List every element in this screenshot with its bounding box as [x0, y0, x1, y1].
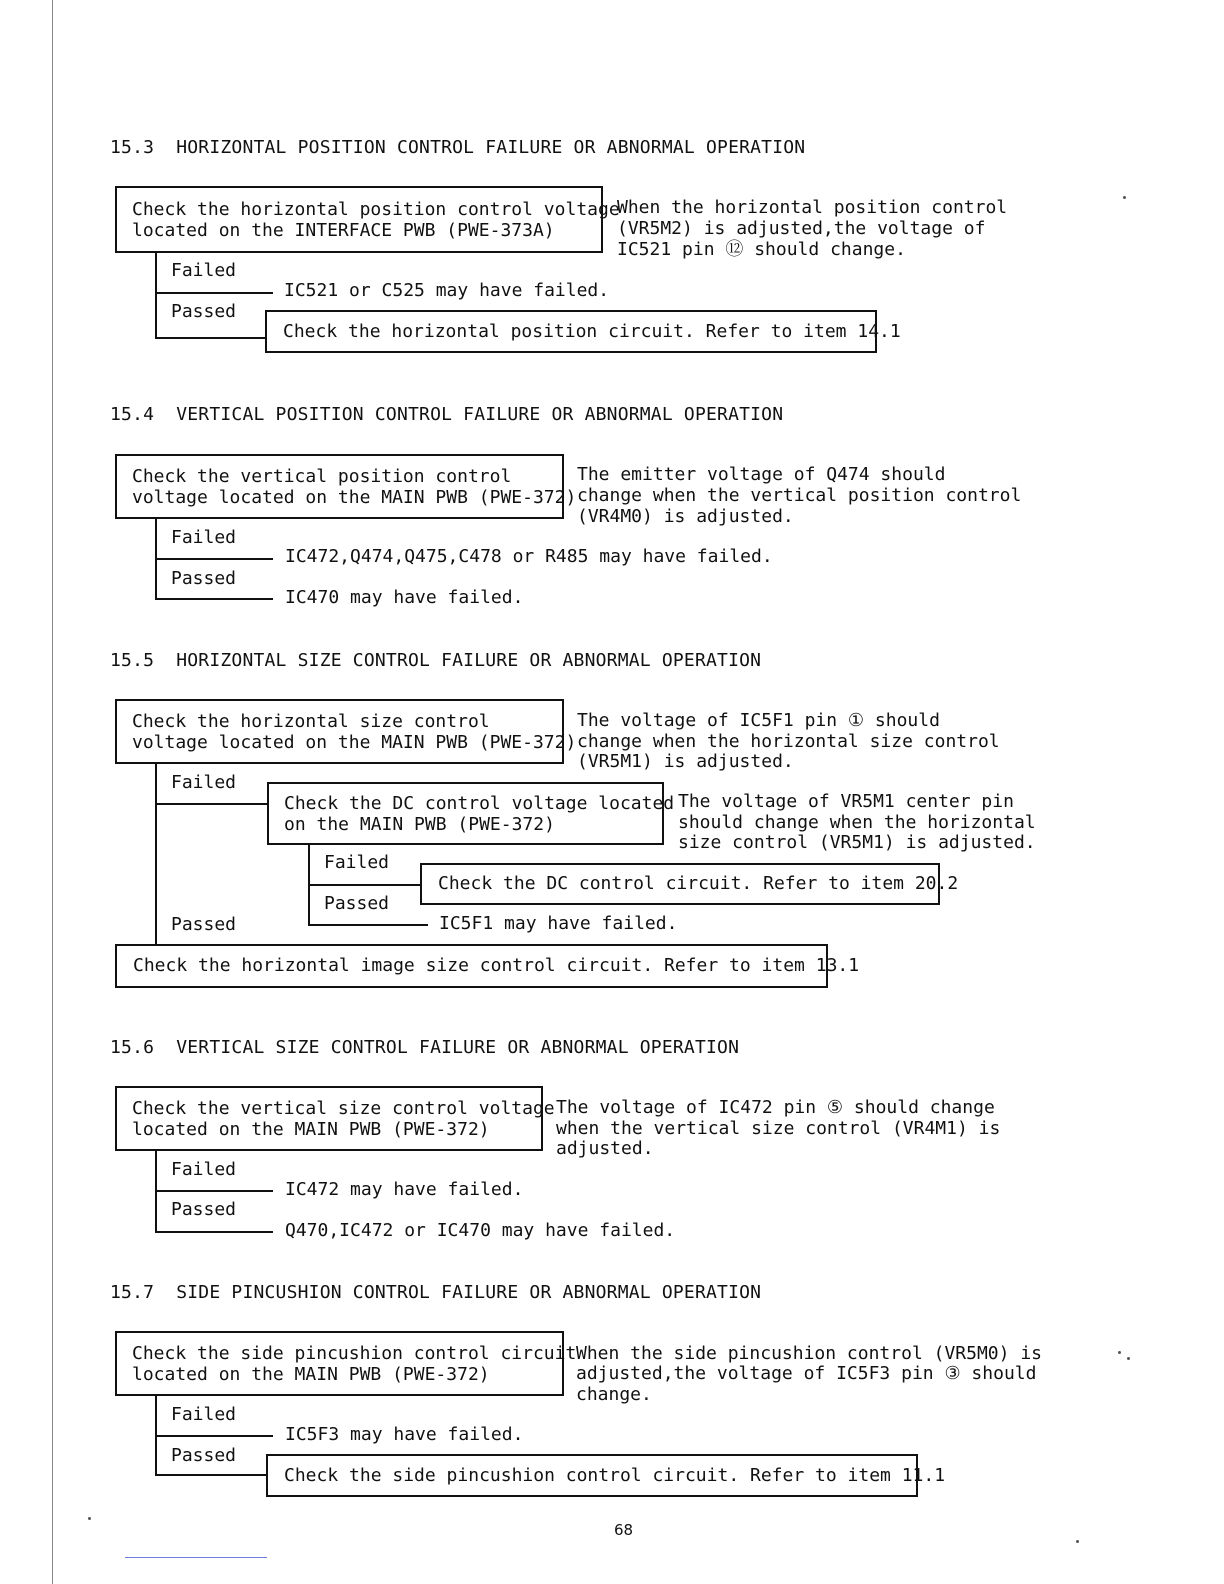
page-number: 68	[614, 1521, 634, 1539]
s154-failed-branch	[155, 558, 273, 560]
s154-passed-branch	[155, 598, 273, 600]
s154-passed-label: Passed	[171, 568, 237, 589]
s157-passed-branch	[155, 1474, 268, 1476]
s154-failed-label: Failed	[171, 527, 237, 548]
left-margin-line	[52, 0, 53, 1584]
s157-failed-result: IC5F3 may have failed.	[285, 1424, 524, 1445]
s155-passed-box-text: Check the horizontal image size control circuit. Refer to item 13.1	[133, 955, 860, 976]
scan-speck	[1118, 1351, 1121, 1354]
section-15-5-heading: 15.5 HORIZONTAL SIZE CONTROL FAILURE OR ABNORMAL OPERATION	[110, 650, 762, 671]
s156-check-line2: located on the MAIN PWB (PWE-372)	[132, 1118, 490, 1140]
s153-note-line3: IC521 pin ⑫ should change.	[617, 239, 906, 260]
s157-note-line2: adjusted,the voltage of IC5F3 pin ③ should	[576, 1363, 1037, 1384]
s157-check-line2: located on the MAIN PWB (PWE-372)	[132, 1363, 490, 1385]
s157-note-line3: change.	[576, 1384, 652, 1405]
s155-note2-line2: should change when the horizontal	[678, 812, 1036, 833]
s155-dc-circuit-text: Check the DC control circuit. Refer to item 20.2	[438, 873, 959, 894]
s155-note-line1: The voltage of IC5F1 pin ① should	[577, 710, 940, 731]
s153-trunk-line	[155, 253, 157, 339]
s157-failed-branch	[155, 1435, 273, 1437]
s154-check-box	[115, 454, 577, 519]
s156-passed-branch	[155, 1231, 273, 1233]
footer-rule	[125, 1557, 267, 1558]
s156-check-line1: Check the vertical size control voltage	[132, 1098, 555, 1119]
s155-failed-label: Failed	[171, 772, 237, 793]
s153-failed-result: IC521 or C525 may have failed.	[284, 280, 610, 301]
s154-note-line2: change when the vertical position control	[577, 485, 1022, 506]
s155-note-line3: (VR5M1) is adjusted.	[577, 751, 794, 772]
s153-failed-label: Failed	[171, 260, 237, 281]
s155-trunk-line	[155, 764, 157, 946]
s157-passed-box	[266, 1454, 946, 1497]
s153-passed-box	[265, 310, 901, 353]
s155-dc-check-line1: Check the DC control voltage located	[284, 793, 675, 814]
s153-check-line2: located on the INTERFACE PWB (PWE-373A)	[132, 219, 555, 241]
s153-failed-branch	[155, 292, 273, 294]
section-15-4-heading: 15.4 VERTICAL POSITION CONTROL FAILURE OR ABNORMAL OPERATION	[110, 404, 784, 425]
scan-speck	[1076, 1540, 1079, 1543]
section-15-7-heading: 15.7 SIDE PINCUSHION CONTROL FAILURE OR ABNORMAL OPERATION	[110, 1282, 762, 1303]
scan-speck	[1127, 1357, 1130, 1360]
section-15-6-heading: 15.6 VERTICAL SIZE CONTROL FAILURE OR ABNORMAL OPERATION	[110, 1037, 740, 1058]
scan-speck	[88, 1517, 91, 1520]
s153-passed-box-text: Check the horizontal position circuit. Refer to item 14.1	[283, 321, 901, 342]
s157-check-line1: Check the side pincushion control circuit	[132, 1343, 577, 1364]
s153-passed-label: Passed	[171, 301, 237, 322]
s155-check-line2: voltage located on the MAIN PWB (PWE-372)	[132, 731, 577, 753]
s155-inner-failed-label: Failed	[324, 852, 390, 873]
s156-check-box	[115, 1086, 555, 1151]
s155-dc-circuit-box	[420, 863, 959, 905]
s156-note-line1: The voltage of IC472 pin ⑤ should change	[556, 1097, 995, 1118]
s157-check-box	[115, 1331, 577, 1396]
s154-check-line1: Check the vertical position control	[132, 466, 512, 487]
s155-dc-check-line2: on the MAIN PWB (PWE-372)	[284, 813, 555, 835]
s156-passed-result: Q470,IC472 or IC470 may have failed.	[285, 1220, 676, 1241]
s154-passed-result: IC470 may have failed.	[285, 587, 524, 608]
s157-note-line1: When the side pincushion control (VR5M0) is	[576, 1343, 1042, 1364]
s155-passed-box	[115, 944, 860, 988]
s153-check-line1: Check the horizontal position control voltage	[132, 199, 620, 220]
s153-passed-branch	[155, 337, 267, 339]
s155-failed-branch	[155, 803, 269, 805]
scan-speck	[1123, 196, 1126, 199]
s155-note2-line1: The voltage of VR5M1 center pin	[678, 791, 1014, 812]
s153-note-line1: When the horizontal position control	[617, 197, 1008, 218]
s154-note-line1: The emitter voltage of Q474 should	[577, 464, 946, 485]
s156-failed-label: Failed	[171, 1159, 237, 1180]
s155-inner-passed-result: IC5F1 may have failed.	[439, 913, 678, 934]
s153-check-box	[115, 186, 620, 253]
s155-note2-line3: size control (VR5M1) is adjusted.	[678, 832, 1036, 853]
s156-note-line3: adjusted.	[556, 1138, 654, 1159]
section-15-3-heading: 15.3 HORIZONTAL POSITION CONTROL FAILURE OR ABNORMAL OPERATION	[110, 137, 806, 158]
s155-dc-check-box	[267, 782, 675, 845]
s155-check-line1: Check the horizontal size control	[132, 711, 490, 732]
s154-failed-result: IC472,Q474,Q475,C478 or R485 may have failed.	[285, 546, 773, 567]
s157-passed-label: Passed	[171, 1445, 237, 1466]
s156-failed-branch	[155, 1190, 273, 1192]
s155-note-line2: change when the horizontal size control	[577, 731, 1000, 752]
s157-failed-label: Failed	[171, 1404, 237, 1425]
s155-inner-passed-branch	[308, 924, 428, 926]
s155-check-box	[115, 699, 577, 764]
s156-passed-label: Passed	[171, 1199, 237, 1220]
s155-inner-failed-branch	[308, 884, 422, 886]
s157-passed-box-text: Check the side pincushion control circuit. Refer to item 11.1	[284, 1465, 946, 1486]
s156-note-line2: when the vertical size control (VR4M1) is	[556, 1118, 1001, 1139]
s154-note-line3: (VR4M0) is adjusted.	[577, 506, 794, 527]
s154-check-line2: voltage located on the MAIN PWB (PWE-372)	[132, 486, 577, 508]
s156-failed-result: IC472 may have failed.	[285, 1179, 524, 1200]
s153-note-line2: (VR5M2) is adjusted,the voltage of	[617, 218, 986, 239]
s155-passed-label: Passed	[171, 914, 237, 935]
s155-inner-passed-label: Passed	[324, 893, 390, 914]
